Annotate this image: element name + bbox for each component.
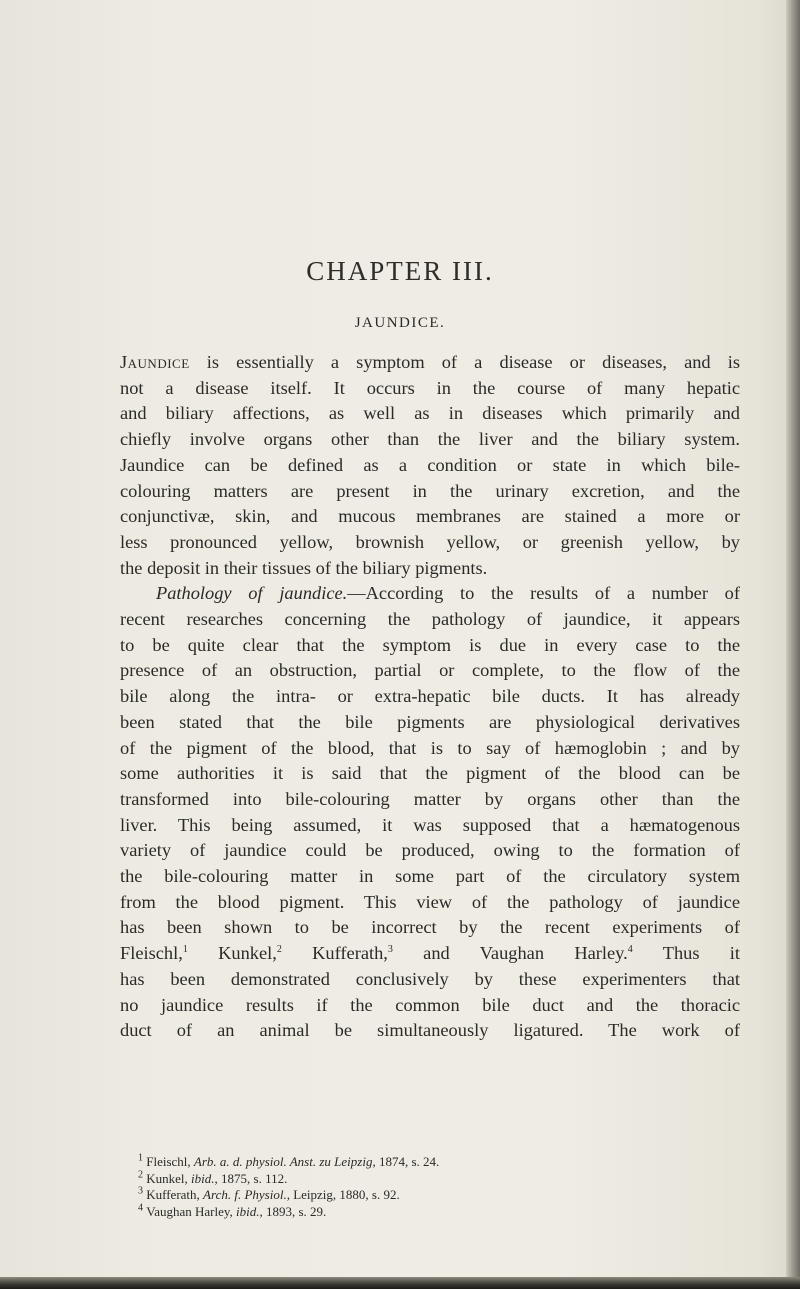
text-line: no jaundice results if the common bile duct and the thoracic bbox=[120, 994, 740, 1015]
text-line: presence of an obstruction, partial or complete, to the flow of the bbox=[120, 660, 740, 681]
text-line: from the blood pigment. This view of the pathology of jaundice bbox=[120, 891, 740, 912]
footnote-ref: 2 bbox=[276, 944, 282, 956]
text-line: some authorities it is said that the pigment of the blood can be bbox=[120, 763, 740, 784]
text-line: and biliary affections, as well as in diseases which primarily and bbox=[120, 403, 740, 424]
text-line: not a disease itself. It occurs in the course of many hepatic bbox=[120, 377, 740, 398]
text-line: liver. This being assumed, it was supposed that a hæmatogenous bbox=[120, 814, 740, 835]
text-line: of the pigment of the blood, that is to say of hæmoglobin ; and by bbox=[120, 737, 740, 758]
page-bottom-shadow bbox=[0, 1277, 800, 1289]
section-title: JAUNDICE. bbox=[354, 315, 446, 331]
text-line-references: Fleischl,$^1$ Kunkel,$^2$ Kufferath,$^3$ and Vaughan Harley.$^4$ Thus it bbox=[120, 943, 740, 964]
text-line: bile along the intra- or extra-hepatic bile ducts. It has already bbox=[120, 686, 740, 707]
text-line: duct of an animal be simultaneously ligatured. The work of bbox=[120, 1020, 740, 1041]
text-line: Pathology of jaundice.—According to the results of a number of bbox=[156, 583, 741, 604]
footnote-ref: 1 bbox=[182, 944, 188, 956]
footnote-ref: 3 bbox=[387, 944, 393, 956]
text-line: less pronounced yellow, brownish yellow, or greenish yellow, by bbox=[120, 531, 740, 552]
text-line: chiefly involve organs other than the liver and the biliary system. bbox=[120, 429, 740, 450]
text-line: variety of jaundice could be produced, owing to the formation of bbox=[120, 840, 740, 861]
text-line: been stated that the bile pigments are physiological derivatives bbox=[120, 711, 740, 732]
chapter-heading: CHAPTER III. bbox=[306, 256, 494, 286]
text-line: Jaundice is essentially a symptom of a disease or diseases, and is bbox=[120, 352, 740, 372]
text-line: conjunctivæ, skin, and mucous membranes are stained a more or bbox=[120, 506, 740, 527]
text-line: to be quite clear that the symptom is due in every case to the bbox=[120, 634, 740, 655]
page-edge-shadow bbox=[786, 0, 800, 1289]
text-line: recent researches concerning the pathology of jaundice, it appears bbox=[120, 609, 740, 630]
text-line: the deposit in their tissues of the biliary pigments. bbox=[120, 557, 488, 578]
body-paragraphs bbox=[120, 350, 740, 1044]
text-line: Jaundice can be defined as a condition or state in which bile- bbox=[120, 454, 740, 475]
text-line: the bile-colouring matter in some part of the circulatory system bbox=[120, 866, 740, 887]
footnote-ref: 4 bbox=[627, 944, 633, 956]
text-line: has been demonstrated conclusively by these experimenters that bbox=[120, 968, 740, 989]
footnotes bbox=[138, 1154, 698, 1220]
text-line: colouring matters are present in the urinary excretion, and the bbox=[120, 480, 740, 501]
footnote: $^3$ Kufferath, Arch. f. Physiol., Leipzig, 1880, s. 92. bbox=[138, 1185, 400, 1202]
footnote: $^2$ Kunkel, ibid., 1875, s. 112. bbox=[138, 1169, 288, 1186]
text-line: has been shown to be incorrect by the recent experiments of bbox=[120, 917, 740, 938]
footnote: $^4$ Vaughan Harley, ibid., 1893, s. 29. bbox=[138, 1202, 327, 1219]
section-heading-italic: Pathology of jaundice. bbox=[156, 583, 348, 604]
text-line: transformed into bile-colouring matter by organs other than the bbox=[120, 788, 740, 809]
lead-word: Jaundice bbox=[120, 352, 190, 372]
footnote: $^1$ Fleischl, Arb. a. d. physiol. Anst. zu Leipzig, 1874, s. 24. bbox=[138, 1152, 440, 1169]
